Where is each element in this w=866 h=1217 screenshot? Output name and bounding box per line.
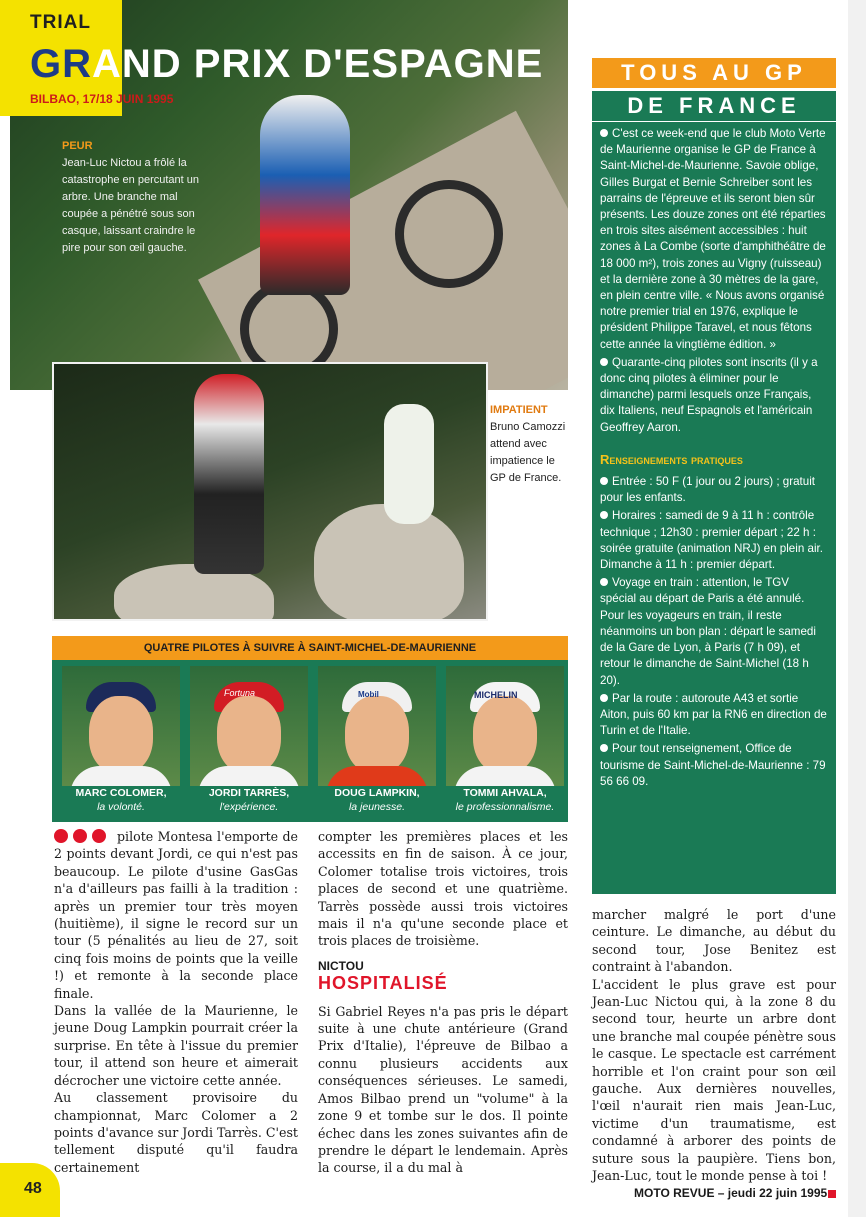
sidebar-title xyxy=(592,58,836,121)
sidebar-title-line-1: TOUS AU GP xyxy=(592,58,836,88)
rider-portrait xyxy=(446,666,564,786)
article-paragraph: Dans la vallée de la Maurienne, le jeune Doug Lampkin pourrait créer la surprise. En tête à l'issue du premier tour, il attend son heure et aimerait décrocher une victoire cette année. xyxy=(54,1003,298,1088)
article-paragraph: L'accident le plus grave est pour Jean-Luc Nictou qui, à la zone 8 du second tour, heurte un arbre dont une branche mal coupée pénètre sous le casque. Le spectacle est carrément horrible et l'on craint pour son œil gauche. Aux dernières nouvelles, l'œil n'aurait rien mais Jean-Luc, victime d'un traumatisme, est condamné à arborer des points de suture sous la paupière. Tiens bon, Jean-Luc, tout le monde pense à toi ! xyxy=(592,976,836,1185)
article-paragraph: Si Gabriel Reyes n'a pas pris le départ suite à une chute antérieure (Grand Prix d'Italie), l'épreuve de Bilbao a connu plusieurs accidents aux conséquences sérieuses. Le samedi, Amos Bilbao prend un "volume" à la zone 9 et tombe sur le dos. Il pointe échec dans les zones suivantes afin de prendre le départ le lendemain. Après la course, il a du mal à xyxy=(318,1003,568,1176)
sidebar-paragraph: C'est ce week-end que le club Moto Verte de Maurienne organise le GP de France à Saint-Michel-de-Maurienne. Savoie oblige, Gilles Burgat et Bernie Schreiber sont les parrains de l'épreuve et ils seront bien sûr présents. Les douze zones ont été réparties en trois sites aisément accessibles : huit zones à La Combe (sorte d'amphithéâtre de 18 000 m²), trois zones au Vigny (ruisseau) et la dernière zone à 30 mètres de la gare, en plein centre ville. « Nous avons organisé notre premier trial en 1976, explique le président Philippe Taravel, et nous fêtons cette année la vingtième édition. » xyxy=(600,127,826,351)
publication-footer: MOTO REVUE – jeudi 22 juin 1995 xyxy=(634,1186,828,1200)
subhead-small: NICTOU xyxy=(318,958,364,973)
article-paragraph: Au classement provisoire du championnat, Marc Colomer a 2 points d'avance sur Jordi Tarrès. C'est tellement disputé qu'il faudra certainement xyxy=(54,1090,298,1175)
article-column-2 xyxy=(318,828,568,1177)
photo-caption-peur: PEUR Jean-Luc Nictou a frôlé la catastrophe en percutant un arbre. Une branche mal coupée a pénétré sous son casque, laissant craindre le pire pour son œil gauche. xyxy=(62,140,199,254)
end-mark-icon xyxy=(828,1190,836,1198)
rider-portrait xyxy=(62,666,180,786)
rider-caption: JORDI TARRÈS, l'expérience. xyxy=(208,787,290,813)
sidebar-paragraph: Quarante-cinq pilotes sont inscrits (il y a donc cinq pilotes à éliminer pour le dimanche) parmi lesquels onze Français, dix Italiens, neuf Espagnols et l'américain Geoffrey Aaron. xyxy=(600,355,818,434)
rider-caption: MARC COLOMER, la volonté. xyxy=(75,787,167,813)
rider-portrait xyxy=(190,666,308,786)
article-paragraph: pilote Montesa l'emporte de 2 points devant Jordi, ce qui n'est pas beaucoup. Le pilote d'usine GasGas n'a d'ailleurs pas failli à la tradition : après un premier tour très moyen (huitième), il signe le record sur un tour (5 pénalités au lieu de 27, soit cinq fois moins de points que la veille !) et remonte à la seconde place finale. xyxy=(54,829,298,1001)
article-column-3 xyxy=(592,906,836,1198)
page-title: GRAND PRIX D'ESPAGNE xyxy=(30,42,544,86)
event-date: BILBAO, 17/18 JUIN 1995 xyxy=(30,92,174,106)
info-item: Voyage en train : attention, le TGV spécial au départ de Paris a été annulé. Pour les voyageurs en train, il reste néanmoins un bon plan : départ le samedi de la Gare de Lyon, à Paris (7 h 09), et retour le dimanche de Saint-Michel (18 h 20). xyxy=(600,576,816,687)
sidebar-subtitle: Renseignements pratiques xyxy=(600,451,743,467)
cap-logo: Fortuna xyxy=(224,688,256,698)
bullet-icon xyxy=(600,744,608,752)
info-item: Pour tout renseignement, Office de tourisme de Saint-Michel-de-Maurienne : 79 56 66 09. xyxy=(600,742,826,788)
bullet-icon xyxy=(600,477,608,485)
camozzi-photo xyxy=(52,362,488,621)
subhead-large: HOSPITALISÉ xyxy=(318,973,448,994)
rider-caption: DOUG LAMPKIN, la jeunesse. xyxy=(334,787,420,813)
rider-portrait xyxy=(318,666,436,786)
cap-logo: Mobil xyxy=(358,690,379,699)
bullet-icon xyxy=(600,129,608,137)
photo-caption-impatient: IMPATIENT Bruno Camozzi attend avec impatience le GP de France. xyxy=(490,404,566,484)
cap-logo: MICHELIN xyxy=(474,690,518,700)
sidebar-title-line-2: DE FRANCE xyxy=(592,91,836,121)
page-edge xyxy=(848,0,866,1217)
riders-strip xyxy=(52,636,568,822)
info-item: Par la route : autoroute A43 et sortie Aiton, puis 60 km par la RN6 en direction de Turin et de l'Italie. xyxy=(600,691,827,738)
bullet-icon xyxy=(600,511,608,519)
bullet-icon xyxy=(600,694,608,702)
info-item: Horaires : samedi de 9 à 11 h : contrôle technique ; 12h30 : premier départ ; 22 h : soirée gratuite (animation NRJ) en plein air. Dimanche à 11 h : premier départ. xyxy=(600,509,823,572)
strip-title: QUATRE PILOTES À SUIVRE À SAINT-MICHEL-DE-MAURIENNE xyxy=(52,636,568,660)
page-number: 48 xyxy=(24,1180,42,1197)
article-column-1 xyxy=(54,828,298,1176)
bullet-dots-icon xyxy=(54,828,111,845)
bullet-icon xyxy=(600,578,608,586)
article-paragraph: compter les premières places et les accessits en fin de saison. À ce jour, Colomer totalise trois victoires, trois places de second et une quatrième. Tarrès possède aussi trois victoires mais il n'a qu'une seconde place et trois places de troisième. xyxy=(318,829,568,949)
section-label: TRIAL xyxy=(30,12,91,33)
sidebar-box xyxy=(592,122,836,894)
article-paragraph: marcher malgré le port d'une ceinture. Le dimanche, au début du second tour, Jose Benitez est contraint à l'abandon. xyxy=(592,907,836,975)
info-item: Entrée : 50 F (1 jour ou 2 jours) ; gratuit pour les enfants. xyxy=(600,475,815,505)
rider-caption: TOMMI AHVALA, le professionnalisme. xyxy=(455,787,555,813)
bullet-icon xyxy=(600,358,608,366)
